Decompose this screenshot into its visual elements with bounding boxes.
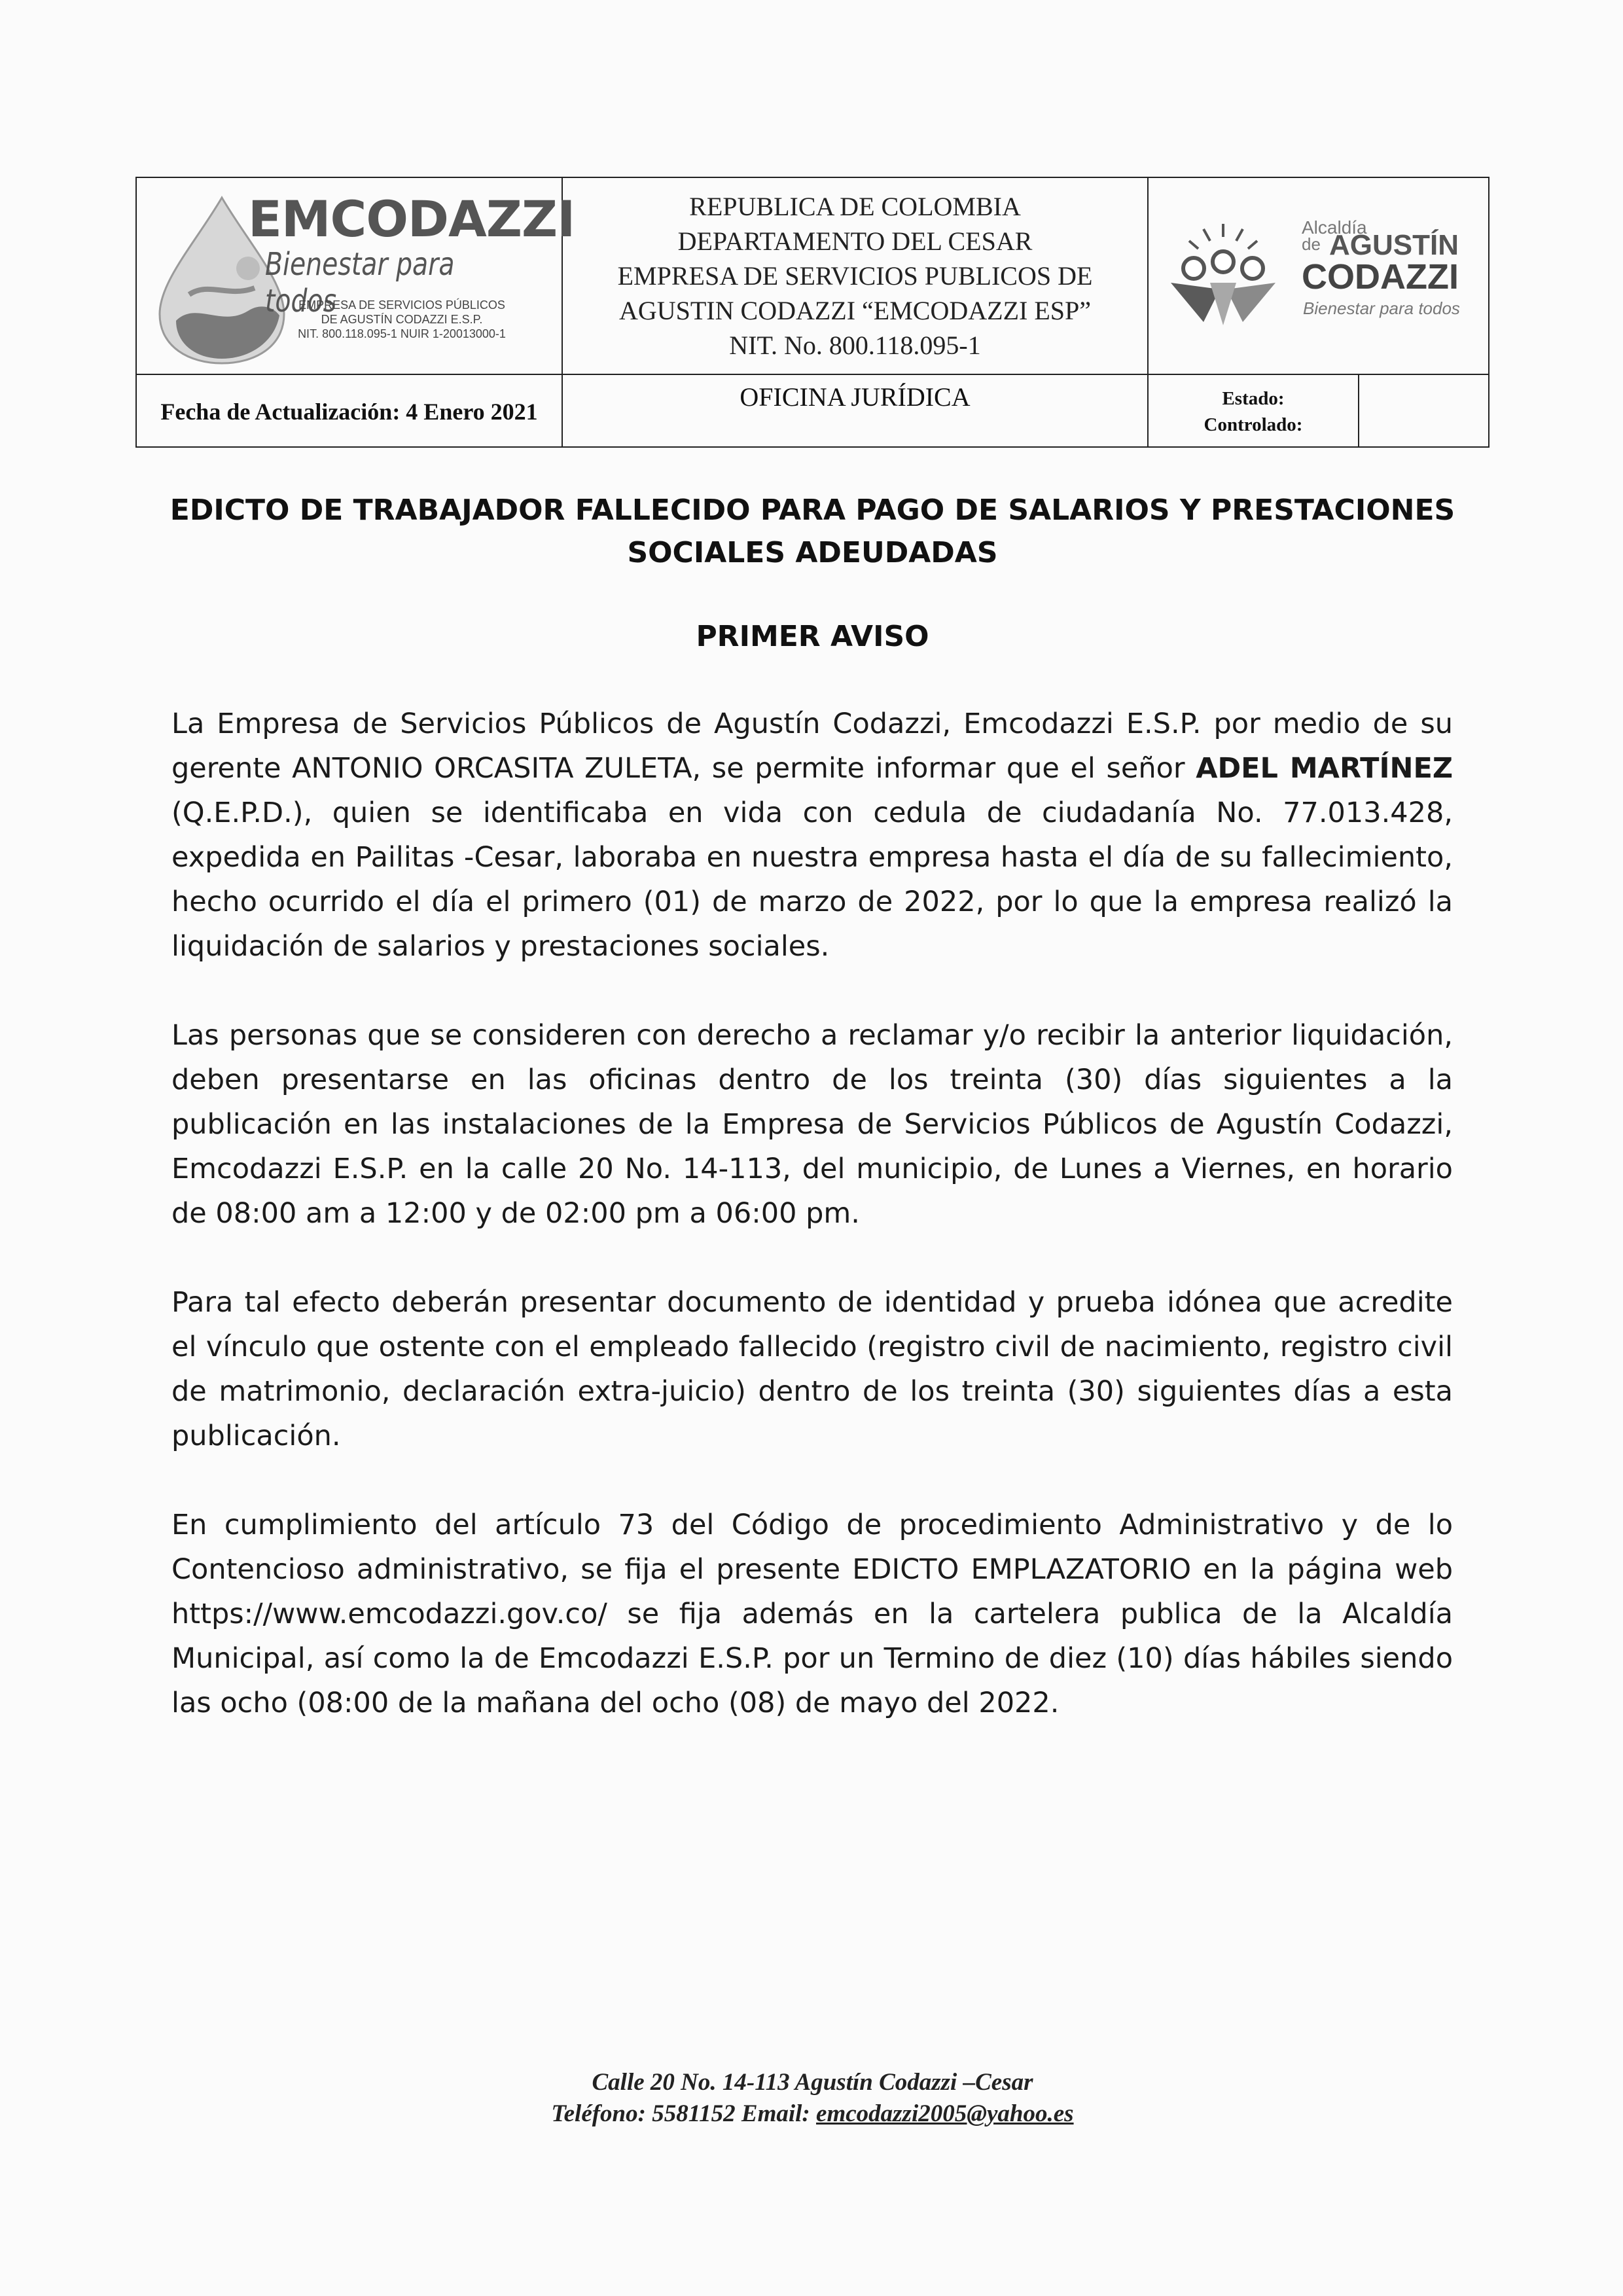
logo-line: EMPRESA DE SERVICIOS PÚBLICOS (298, 298, 505, 312)
office-name: OFICINA JURÍDICA (740, 382, 971, 412)
title-line: EMPRESA DE SERVICIOS PUBLICOS DE (617, 261, 1093, 291)
title-line: EDICTO DE TRABAJADOR FALLECIDO PARA PAGO DE SALARIOS Y PRESTACIONES (169, 493, 1455, 527)
status-labels (1149, 375, 1358, 448)
paragraph-text: (Q.E.P.D.), quien se identificaba en vida con cedula de ciudadanía No. 77.013.428, expedida en Pailitas -Cesar, laboraba en nuestra empresa hasta el día de su fallecimiento, hecho ocurrido el día el primero (01) de marzo de 2022, por lo que la empresa realizó la liquidación de salarios y prestaciones sociales. (171, 797, 1453, 963)
title-line: DEPARTAMENTO DEL CESAR (677, 226, 1033, 256)
paragraph-1 (171, 702, 1453, 969)
footer-email-link[interactable]: emcodazzi2005@yahoo.es (816, 2100, 1074, 2127)
document-title (135, 489, 1489, 574)
paragraph-2: Las personas que se consideren con derecho a reclamar y/o recibir la anterior liquidación, deben presentarse en las oficinas dentro de los treinta (30) días siguientes a la publicación en las instalaciones de la Empresa de Servicios Públicos de Agustín Codazzi, Emcodazzi E.S.P. en la calle 20 No. 14-113, del municipio, de Lunes a Viernes, en horario de 08:00 am a 12:00 y de 02:00 pm a 06:00 pm. (171, 1019, 1453, 1230)
document-subtitle: PRIMER AVISO (696, 620, 929, 653)
controlado-label: Controlado: (1204, 414, 1303, 435)
logo-line: NIT. 800.118.095-1 NUIR 1-20013000-1 (298, 327, 506, 340)
status-value-cell (1359, 375, 1489, 448)
logo-line: DE AGUSTÍN CODAZZI E.S.P. (321, 313, 483, 326)
update-date: Fecha de Actualización: 4 Enero 2021 (160, 398, 538, 425)
deceased-name: ADEL MARTÍNEZ (1196, 752, 1453, 785)
alcaldia-label: Alcaldía (1302, 217, 1367, 238)
footer (135, 2067, 1489, 2130)
alcaldia-emblem-icon (1158, 217, 1289, 329)
estado-label: Estado: (1222, 387, 1285, 409)
logo-text (271, 298, 533, 341)
paragraph-4: En cumplimiento del artículo 73 del Código de procedimiento Administrativo y de lo Contencioso administrativo, se fija el presente EDICTO EMPLAZATORIO en la página web https://www.emcodazzi.gov.co/ se fija además en la cartelera publica de la Alcaldía Municipal, así como la de Emcodazzi E.S.P. por un Termino de diez (10) días hábiles siendo las ocho (08:00 de la mañana del ocho (08) de mayo del 2022. (171, 1509, 1453, 1719)
alcaldia-slogan: Bienestar para todos (1303, 298, 1460, 318)
paragraph-text: La Empresa de Servicios Públicos de Agustín Codazzi, Emcodazzi E.S.P. por medio de su gerente ANTONIO ORCASITA ZULETA, se permite informar que el señor (171, 708, 1453, 785)
title-line: AGUSTIN CODAZZI “EMCODAZZI ESP” (618, 296, 1092, 325)
logo-slogan: Bienestar para todos (265, 246, 455, 319)
agustin-label: AGUSTÍN (1329, 229, 1459, 261)
title-line: SOCIALES ADEUDADAS (627, 536, 998, 569)
header-table (135, 177, 1489, 448)
footer-address: Calle 20 No. 14-113 Agustín Codazzi –Cesar (592, 2069, 1033, 2096)
footer-phone: Teléfono: 5581152 Email: (551, 2100, 817, 2127)
header-title (563, 178, 1147, 374)
emcodazzi-logo (150, 190, 575, 367)
title-line: REPUBLICA DE COLOMBIA (689, 192, 1021, 221)
de-label: de (1302, 234, 1321, 254)
paragraph-3: Para tal efecto deberán presentar documento de identidad y prueba idónea que acredite el vínculo que ostente con el empleado fallecido (registro civil de nacimiento, registro civil de matrimonio, declaración extra-juicio) dentro de los treinta (30) siguientes días a esta publicación. (171, 1286, 1453, 1452)
codazzi-label: CODAZZI (1302, 257, 1459, 296)
alcaldia-logo (1158, 217, 1485, 335)
footer-contact (135, 2098, 1489, 2130)
logo-name: EMCODAZZI (248, 190, 575, 248)
title-line: NIT. No. 800.118.095-1 (729, 331, 981, 360)
